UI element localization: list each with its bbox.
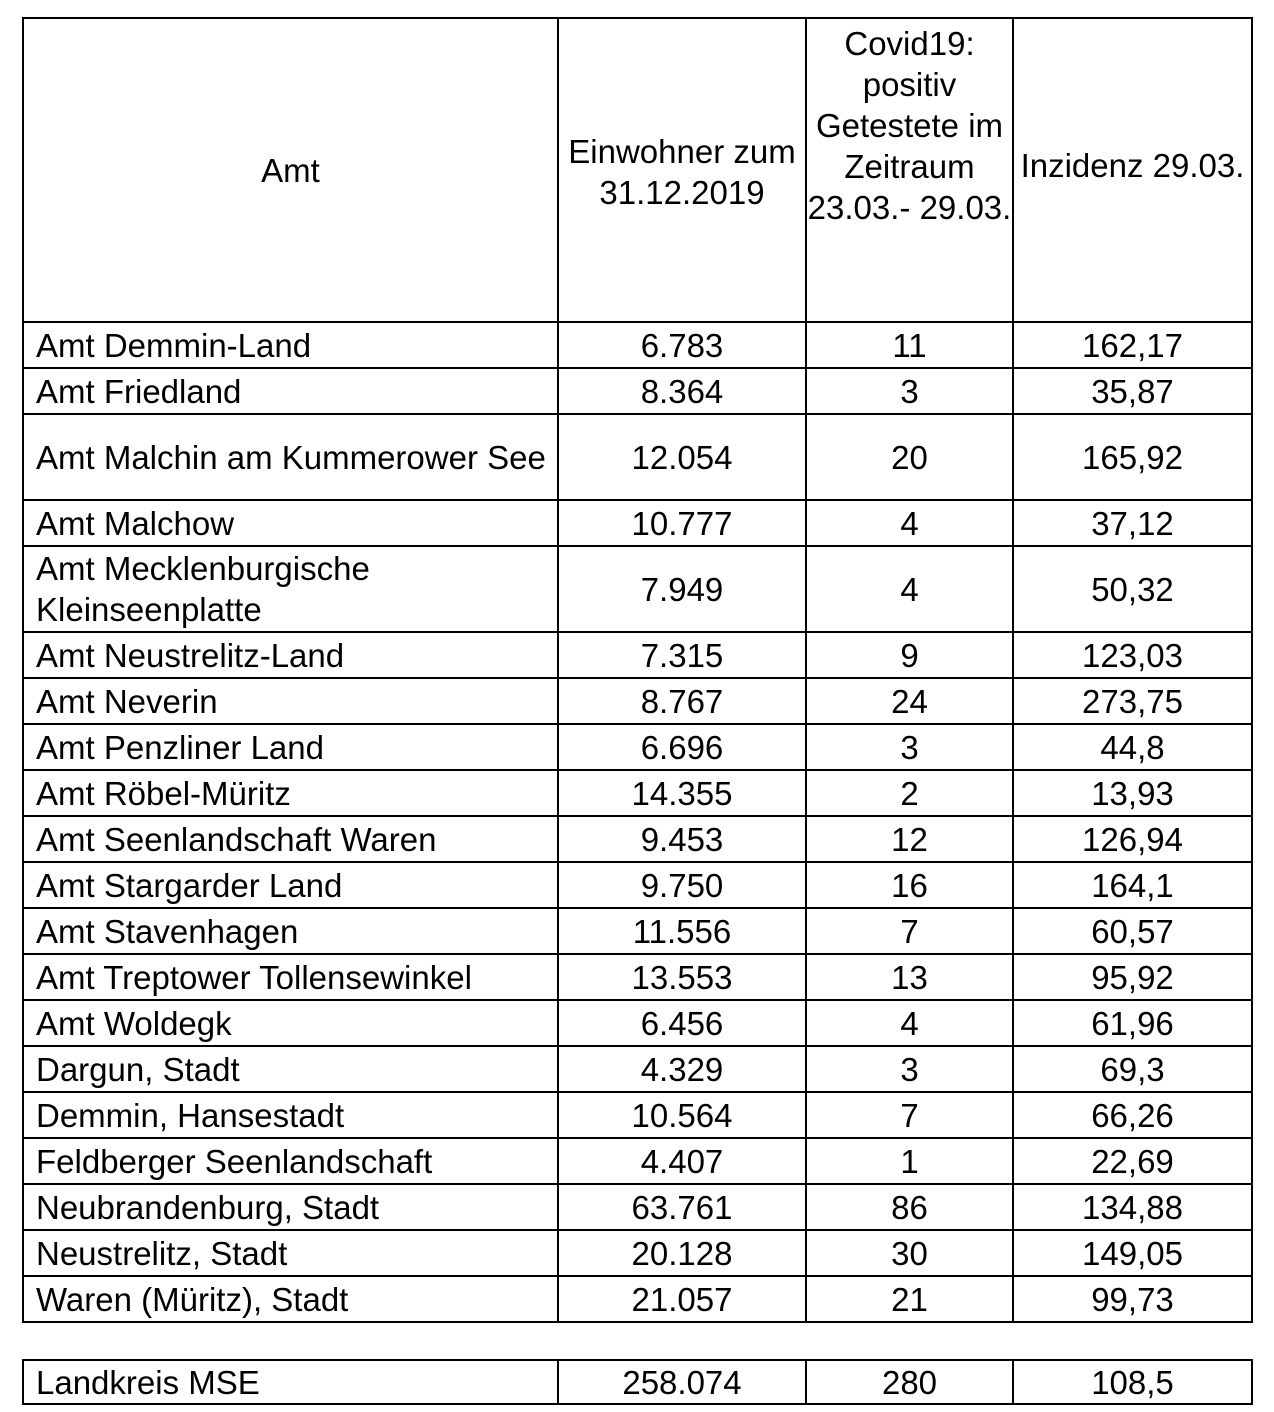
cell-einwohner: 9.750 <box>558 862 806 908</box>
cell-inzidenz: 165,92 <box>1013 414 1252 500</box>
cell-positiv: 12 <box>806 816 1013 862</box>
table-row <box>23 632 1252 678</box>
table-row <box>23 678 1252 724</box>
cell-amt: Amt Malchow <box>23 500 558 546</box>
cell-positiv: 4 <box>806 546 1013 632</box>
table-row <box>23 322 1252 368</box>
cell-amt: Amt Malchin am Kummerower See <box>23 414 558 500</box>
cell-positiv: 30 <box>806 1230 1013 1276</box>
table-row <box>23 1138 1252 1184</box>
table-row <box>23 954 1252 1000</box>
total-inzidenz: 108,5 <box>1013 1360 1252 1404</box>
cell-positiv: 9 <box>806 632 1013 678</box>
table-row <box>23 724 1252 770</box>
cell-amt: Amt Friedland <box>23 368 558 414</box>
cell-inzidenz: 66,26 <box>1013 1092 1252 1138</box>
cell-positiv: 1 <box>806 1138 1013 1184</box>
cell-amt: Neubrandenburg, Stadt <box>23 1184 558 1230</box>
total-amt: Landkreis MSE <box>23 1360 558 1404</box>
header-covid: Covid19: positiv Getestete im Zeitraum 23.03.- 29.03. <box>806 18 1013 322</box>
incidence-table <box>22 17 1253 1323</box>
cell-positiv: 7 <box>806 1092 1013 1138</box>
cell-inzidenz: 162,17 <box>1013 322 1252 368</box>
table-row <box>23 816 1252 862</box>
cell-positiv: 3 <box>806 368 1013 414</box>
table-row <box>23 546 1252 632</box>
cell-einwohner: 11.556 <box>558 908 806 954</box>
cell-inzidenz: 123,03 <box>1013 632 1252 678</box>
cell-amt: Neustrelitz, Stadt <box>23 1230 558 1276</box>
header-amt: Amt <box>23 18 558 322</box>
cell-einwohner: 6.696 <box>558 724 806 770</box>
cell-einwohner: 6.456 <box>558 1000 806 1046</box>
cell-positiv: 16 <box>806 862 1013 908</box>
cell-positiv: 4 <box>806 500 1013 546</box>
table-row <box>23 1046 1252 1092</box>
cell-positiv: 3 <box>806 1046 1013 1092</box>
cell-amt: Amt Woldegk <box>23 1000 558 1046</box>
cell-amt: Amt Neverin <box>23 678 558 724</box>
cell-einwohner: 21.057 <box>558 1276 806 1322</box>
cell-amt: Amt Treptower Tollensewinkel <box>23 954 558 1000</box>
cell-inzidenz: 99,73 <box>1013 1276 1252 1322</box>
cell-inzidenz: 134,88 <box>1013 1184 1252 1230</box>
cell-positiv: 86 <box>806 1184 1013 1230</box>
cell-inzidenz: 60,57 <box>1013 908 1252 954</box>
total-table <box>22 1359 1253 1405</box>
table-row <box>23 770 1252 816</box>
header-inzidenz: Inzidenz 29.03. <box>1013 18 1252 322</box>
cell-inzidenz: 22,69 <box>1013 1138 1252 1184</box>
total-einwohner: 258.074 <box>558 1360 806 1404</box>
cell-amt: Amt Neustrelitz-Land <box>23 632 558 678</box>
cell-einwohner: 8.767 <box>558 678 806 724</box>
cell-einwohner: 63.761 <box>558 1184 806 1230</box>
cell-amt: Amt Stavenhagen <box>23 908 558 954</box>
cell-positiv: 4 <box>806 1000 1013 1046</box>
cell-positiv: 24 <box>806 678 1013 724</box>
cell-inzidenz: 61,96 <box>1013 1000 1252 1046</box>
cell-einwohner: 7.315 <box>558 632 806 678</box>
table-row <box>23 908 1252 954</box>
cell-einwohner: 9.453 <box>558 816 806 862</box>
cell-amt: Amt Demmin-Land <box>23 322 558 368</box>
total-row <box>23 1360 1252 1404</box>
cell-amt: Amt Mecklenburgische Kleinseenplatte <box>23 546 558 632</box>
cell-inzidenz: 95,92 <box>1013 954 1252 1000</box>
cell-positiv: 20 <box>806 414 1013 500</box>
total-positiv: 280 <box>806 1360 1013 1404</box>
cell-inzidenz: 44,8 <box>1013 724 1252 770</box>
table-row <box>23 862 1252 908</box>
cell-einwohner: 10.777 <box>558 500 806 546</box>
cell-amt: Waren (Müritz), Stadt <box>23 1276 558 1322</box>
table-header-row <box>23 18 1252 322</box>
cell-amt: Feldberger Seenlandschaft <box>23 1138 558 1184</box>
cell-einwohner: 14.355 <box>558 770 806 816</box>
cell-einwohner: 7.949 <box>558 546 806 632</box>
cell-einwohner: 4.329 <box>558 1046 806 1092</box>
table-row <box>23 1184 1252 1230</box>
table-row <box>23 1230 1252 1276</box>
cell-amt: Amt Penzliner Land <box>23 724 558 770</box>
cell-einwohner: 12.054 <box>558 414 806 500</box>
cell-inzidenz: 273,75 <box>1013 678 1252 724</box>
cell-amt: Demmin, Hansestadt <box>23 1092 558 1138</box>
cell-inzidenz: 37,12 <box>1013 500 1252 546</box>
cell-amt: Amt Röbel-Müritz <box>23 770 558 816</box>
cell-positiv: 21 <box>806 1276 1013 1322</box>
table-row <box>23 414 1252 500</box>
cell-inzidenz: 126,94 <box>1013 816 1252 862</box>
table-row <box>23 368 1252 414</box>
header-einwohner: Einwohner zum 31.12.2019 <box>558 18 806 322</box>
cell-einwohner: 10.564 <box>558 1092 806 1138</box>
table-row <box>23 1276 1252 1322</box>
cell-positiv: 13 <box>806 954 1013 1000</box>
cell-inzidenz: 50,32 <box>1013 546 1252 632</box>
cell-einwohner: 6.783 <box>558 322 806 368</box>
table-row <box>23 500 1252 546</box>
cell-positiv: 3 <box>806 724 1013 770</box>
cell-einwohner: 13.553 <box>558 954 806 1000</box>
cell-inzidenz: 164,1 <box>1013 862 1252 908</box>
cell-inzidenz: 149,05 <box>1013 1230 1252 1276</box>
table-row <box>23 1000 1252 1046</box>
cell-inzidenz: 69,3 <box>1013 1046 1252 1092</box>
cell-einwohner: 20.128 <box>558 1230 806 1276</box>
cell-inzidenz: 13,93 <box>1013 770 1252 816</box>
table-row <box>23 1092 1252 1138</box>
cell-positiv: 7 <box>806 908 1013 954</box>
cell-positiv: 2 <box>806 770 1013 816</box>
cell-positiv: 11 <box>806 322 1013 368</box>
cell-einwohner: 4.407 <box>558 1138 806 1184</box>
cell-amt: Dargun, Stadt <box>23 1046 558 1092</box>
cell-amt: Amt Stargarder Land <box>23 862 558 908</box>
cell-einwohner: 8.364 <box>558 368 806 414</box>
cell-inzidenz: 35,87 <box>1013 368 1252 414</box>
cell-amt: Amt Seenlandschaft Waren <box>23 816 558 862</box>
